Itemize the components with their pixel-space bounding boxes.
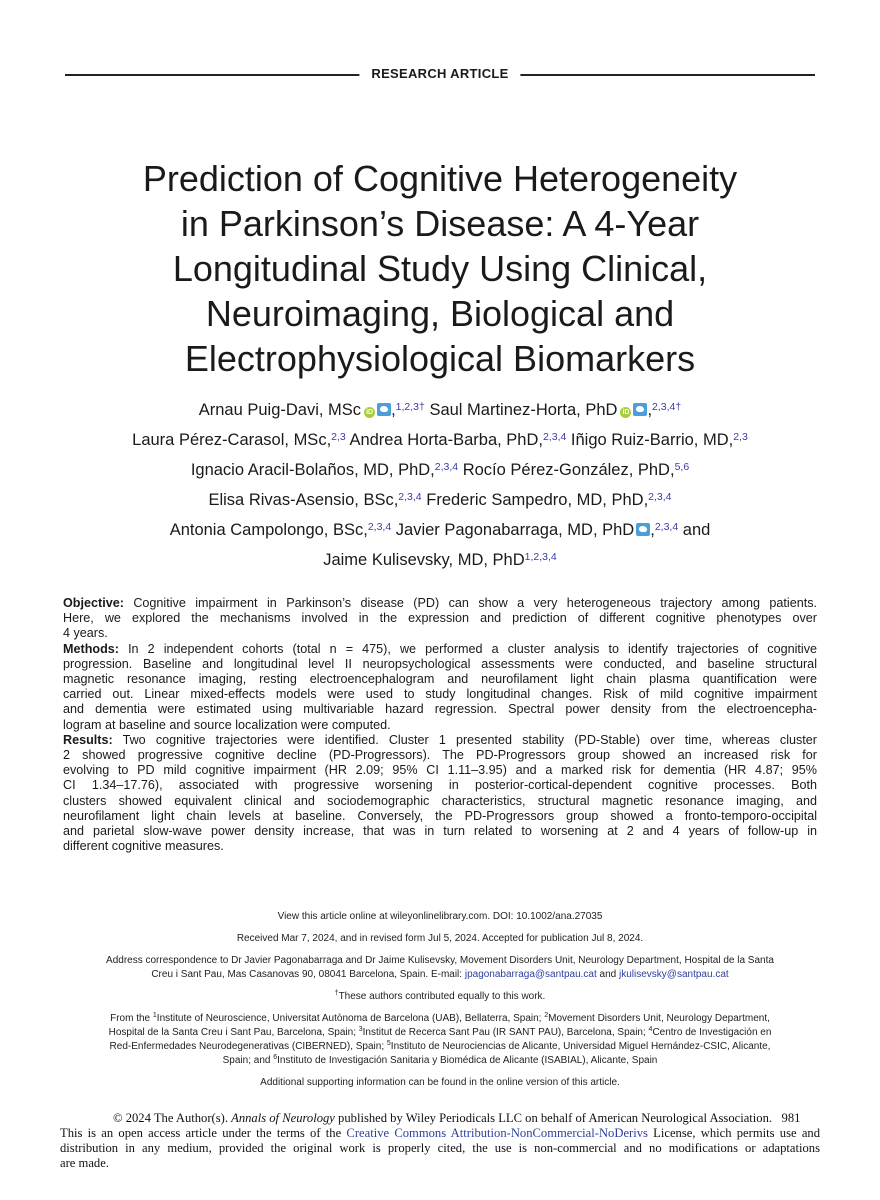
affiliation-text: Centro de Investigación en <box>652 1027 772 1038</box>
abstract-results <box>63 733 817 855</box>
twitter-icon[interactable] <box>377 403 391 416</box>
correspondence-text: and <box>596 969 620 980</box>
author-name: Iñigo Ruiz-Barrio, MD, <box>570 431 734 449</box>
author-affiliation[interactable]: 2,3,4 <box>648 491 672 503</box>
affiliation-number: 6 <box>273 1054 278 1061</box>
author-name: Laura Pérez-Carasol, MSc, <box>132 431 332 449</box>
article-title <box>60 156 820 381</box>
affiliation-line <box>60 1026 820 1040</box>
affiliation-line <box>60 1040 820 1054</box>
author-affiliation[interactable]: 1,2,3† <box>395 401 425 413</box>
affiliation-text: Institut de Recerca Sant Pau (IR SANT PAU), Barcelona, Spain; <box>362 1027 649 1038</box>
equal-contribution-text: These authors contributed equally to this work. <box>338 991 546 1002</box>
abstract-line: carried out. Linear mixed-effects models were used to study longitudinal changes. Risk of mild cognitive impairment <box>63 687 817 702</box>
author-line <box>40 455 840 485</box>
abstract-heading: Results: <box>63 732 113 747</box>
author-name: Rocío Pérez-González, PhD, <box>462 461 675 479</box>
author-line <box>40 545 840 575</box>
online-note: View this article online at wileyonlinelibrary.com. DOI: 10.1002/ana.27035 <box>277 911 603 922</box>
abstract-heading: Objective: <box>63 596 124 610</box>
copyright-footer <box>60 1111 820 1171</box>
author-name: Saul Martinez-Horta, PhD <box>429 401 618 419</box>
author-affiliation[interactable]: 1,2,3,4 <box>524 551 557 563</box>
license-text: License, which permits use and <box>647 1126 821 1140</box>
affiliation-text: Red-Enfermedades Neurodegenerativas (CIBERNED), Spain; <box>109 1041 387 1052</box>
correspondence <box>60 954 820 982</box>
author-name: Frederic Sampedro, MD, PhD, <box>426 491 649 509</box>
author-name: Ignacio Aracil-Bolaños, MD, PhD, <box>190 461 435 479</box>
author-line <box>40 425 840 455</box>
footer-line <box>60 1111 820 1126</box>
affiliation-number: 4 <box>648 1026 653 1033</box>
article-type-label: RESEARCH ARTICLE <box>359 64 520 84</box>
author-list <box>40 395 840 575</box>
title-line: Neuroimaging, Biological and <box>205 293 675 334</box>
author-affiliation[interactable]: 2,3,4 <box>654 521 679 533</box>
author-line: Arnau Puig-Davi, MSc iD ,$^{1,2,3\dagger}$ Saul Martinez-Horta, PhD iD ,$^{2,3,4\dagger}$ <box>198 401 682 419</box>
affiliation-number: 3 <box>358 1026 363 1033</box>
dagger-mark: † <box>334 990 339 997</box>
abstract-line: evolving to PD mild cognitive impairment (HR 2.09; 95% CI 1.11–3.95) and a marked risk for dementia (HR 4.87; 95% <box>63 763 817 778</box>
author-affiliation[interactable]: 2,3,4 <box>367 521 392 533</box>
footer-line <box>60 1126 820 1141</box>
twitter-icon[interactable] <box>633 403 647 416</box>
author-conjunction: and <box>682 521 711 539</box>
abstract-text: Cognitive impairment in Parkinson’s disease (PD) can show a very heterogeneous trajectory among patients. <box>133 596 818 610</box>
affiliation-number: 1 <box>152 1012 157 1019</box>
abstract-line: Here, we explored the mechanisms involved in the expression and prediction of different cognitive phenotypes over <box>63 611 817 626</box>
correspondence-line: Address correspondence to Dr Javier Pagonabarraga and Dr Jaime Kulisevsky, Movement Disorders Unit, Neurology Department, Hospital de la Santa <box>106 955 774 966</box>
author-affiliation[interactable]: 2,3,4 <box>542 431 567 443</box>
author-name: Jaime Kulisevsky, MD, PhD <box>323 551 525 569</box>
abstract-methods <box>63 642 817 733</box>
abstract-line: magnetic resonance imaging, resting electroencephalogram and neurofilament light chain plasma quantification were <box>63 672 817 687</box>
title-line: Longitudinal Study Using Clinical, <box>172 248 708 289</box>
orcid-icon[interactable]: iD <box>622 409 630 416</box>
abstract-line <box>63 596 817 611</box>
author-affiliation[interactable]: 2,3 <box>331 431 346 443</box>
license-link[interactable]: Creative Commons Attribution-NonCommercial-NoDerivs <box>346 1126 648 1140</box>
author-name: Andrea Horta-Barba, PhD, <box>349 431 543 449</box>
title-line: Electrophysiological Biomarkers <box>184 338 696 379</box>
abstract-text: In 2 independent cohorts (total n = 475), we performed a cluster analysis to identify trajectories of cognitive <box>128 641 818 656</box>
orcid-icon[interactable]: iD <box>366 409 374 416</box>
author-line: Antonia Campolongo, BSc,$^{2,3,4}$ Javier Pagonabarraga, MD, PhD ,$^{2,3,4}$ and <box>169 521 711 539</box>
license-text: This is an open access article under the terms of the <box>60 1126 347 1140</box>
abstract-line: and dementia were estimated using multivariable hazard regression. Spectral power density from the electroencepha- <box>63 702 817 717</box>
abstract-line: different cognitive measures. <box>63 839 224 854</box>
affiliation-text: From the <box>110 1013 153 1024</box>
author-name: Elisa Rivas-Asensio, BSc, <box>208 491 399 509</box>
title-line: Prediction of Cognitive Heterogeneity <box>142 158 738 199</box>
author-affiliation[interactable]: 2,3,4† <box>652 401 682 413</box>
article-info <box>60 910 820 1098</box>
abstract-line <box>63 642 817 657</box>
footer-line: distribution in any medium, provided the original work is properly cited, the use is non-commercial and no modifications or adaptations <box>60 1141 820 1155</box>
affiliation-line <box>60 1054 820 1068</box>
abstract-heading: Methods: <box>63 641 119 656</box>
copyright-text: published by Wiley Periodicals LLC on behalf of American Neurological Association. <box>334 1111 773 1125</box>
affiliation-number: 5 <box>386 1040 391 1047</box>
journal-name: Annals of Neurology <box>231 1111 335 1125</box>
supporting-info-note: Additional supporting information can be found in the online version of this article. <box>260 1077 620 1088</box>
abstract-line: CI 1.34–17.76), associated with progressive worsening in posterior-cortical-dependent cognitive processes. Both <box>63 778 817 793</box>
affiliation-text: Instituto de Neurociencias de Alicante, Universidad Miguel Hernández-CSIC, Alicante, <box>390 1041 771 1052</box>
received-dates: Received Mar 7, 2024, and in revised form Jul 5, 2024. Accepted for publication Jul 8, 2024. <box>236 933 644 944</box>
equal-contribution-note <box>60 990 820 1004</box>
author-name: Javier Pagonabarraga, MD, PhD <box>395 521 635 539</box>
author-affiliation[interactable]: 2,3 <box>733 431 748 443</box>
affiliations <box>60 1012 820 1068</box>
abstract-line: 2 showed progressive cognitive decline (PD-Progressors). The PD-Progressors group showed an increased risk for <box>63 748 817 763</box>
abstract-objective <box>63 596 817 642</box>
email-link[interactable]: jkulisevsky@santpau.cat <box>619 969 729 980</box>
author-line <box>40 485 840 515</box>
abstract-line <box>63 733 817 748</box>
copyright-text: © 2024 The Author(s). <box>113 1111 232 1125</box>
section-header <box>65 64 815 84</box>
author-affiliation[interactable]: 2,3,4 <box>398 491 422 503</box>
abstract-line: and parietal slow-wave power density increase, that was in turn related to worsening at 2 and 4 years of follow-up in <box>63 824 817 839</box>
abstract-text: Two cognitive trajectories were identified. Cluster 1 presented stability (PD-Stable) over time, whereas cluster <box>122 732 817 747</box>
author-name: Antonia Campolongo, BSc, <box>169 521 368 539</box>
affiliation-line <box>60 1012 820 1026</box>
footer-line: are made. <box>60 1156 109 1170</box>
affiliation-text: Spain; and <box>222 1055 274 1066</box>
affiliation-text: Institute of Neuroscience, Universitat Autònoma de Barcelona (UAB), Bellaterra, Spain; <box>156 1013 545 1024</box>
affiliation-number: 2 <box>544 1012 549 1019</box>
twitter-icon[interactable] <box>636 523 650 536</box>
abstract-line: progression. Baseline and longitudinal level II neuropsychological assessments were conducted, and baseline structural <box>63 656 817 671</box>
affiliation-text: Hospital de la Santa Creu i Sant Pau, Barcelona, Spain; <box>108 1027 359 1038</box>
author-name: Arnau Puig-Davi, MSc <box>198 401 362 419</box>
author-affiliation[interactable]: 5,6 <box>674 461 690 473</box>
affiliation-text: Instituto de Investigación Sanitaria y Biomédica de Alicante (ISABIAL), Alicante, Spain <box>277 1055 658 1066</box>
abstract-line: clusters showed equivalent clinical and sociodemographic characteristics, structural magnetic resonance imaging, and <box>63 793 817 808</box>
abstract <box>63 596 817 854</box>
correspondence-line <box>60 968 820 982</box>
title-line: in Parkinson’s Disease: A 4-Year <box>180 203 700 244</box>
abstract-line: neurofilament light chain levels at baseline. Conversely, the PD-Progressors group showed a fronto-temporo-occipital <box>63 808 817 823</box>
abstract-line: 4 years. <box>63 626 108 641</box>
correspondence-text: Creu i Sant Pau, Mas Casanovas 90, 08041 Barcelona, Spain. E-mail: <box>151 969 465 980</box>
abstract-line: logram at baseline and source localization were computed. <box>63 717 391 732</box>
author-affiliation[interactable]: 2,3,4 <box>434 461 459 473</box>
affiliation-text: Movement Disorders Unit, Neurology Department, <box>548 1013 770 1024</box>
email-link[interactable]: jpagonabarraga@santpau.cat <box>464 969 597 980</box>
page-number: 981 <box>781 1111 801 1125</box>
